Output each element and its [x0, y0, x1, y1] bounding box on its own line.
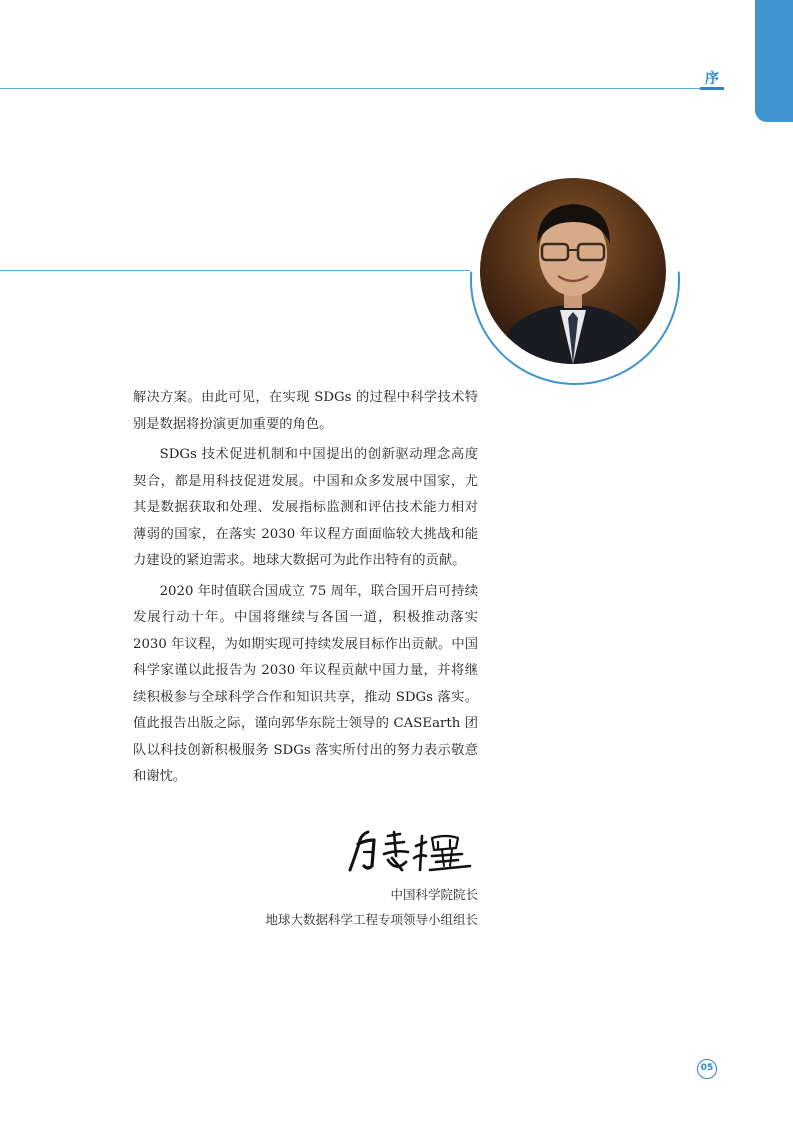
signatory-title-2: 地球大数据科学工程专项领导小组组长 — [265, 912, 478, 927]
paragraph-3: 2020 年时值联合国成立 75 周年，联合国开启可持续发展行动十年。中国将继续与各国一道，积极推动落实 2030 年议程，为如期实现可持续发展目标作出贡献。中国科学家谨以此报告为 2030 年议程贡献中国力量，并将继续积极参与全球科学合作和知识共享，推动 SDGs 落实。值此报告出版之际，谨向郭华东院士领导的 CASEarth 团队以科技创新积极服务 SDGs 落实所付出的努力表示敬意和谢忱。 — [133, 583, 478, 784]
page-number: 05 — [697, 1059, 717, 1079]
handwritten-signature — [346, 826, 478, 874]
paragraph-2: SDGs 技术促进机制和中国提出的创新驱动理念高度契合，都是用科技促进发展。中国和众多发展中国家，尤其是数据获取和处理、发展指标监测和评估技术能力相对薄弱的国家，在落实 2030 年议程方面面临较大挑战和能力建设的紧迫需求。地球大数据可为此作出特有的贡献。 — [133, 447, 478, 568]
body-text — [133, 385, 478, 795]
author-portrait — [480, 178, 666, 364]
section-label: 序 — [705, 71, 719, 87]
portrait-rule — [0, 270, 470, 271]
paragraph-1: 解决方案。由此可见，在实现 SDGs 的过程中科学技术特别是数据将扮演更加重要的角色。 — [133, 390, 478, 432]
header-rule — [0, 88, 722, 89]
side-tab-marker — [755, 0, 793, 122]
signatory-title-1: 中国科学院院长 — [390, 887, 478, 902]
section-label-underline — [700, 87, 724, 90]
